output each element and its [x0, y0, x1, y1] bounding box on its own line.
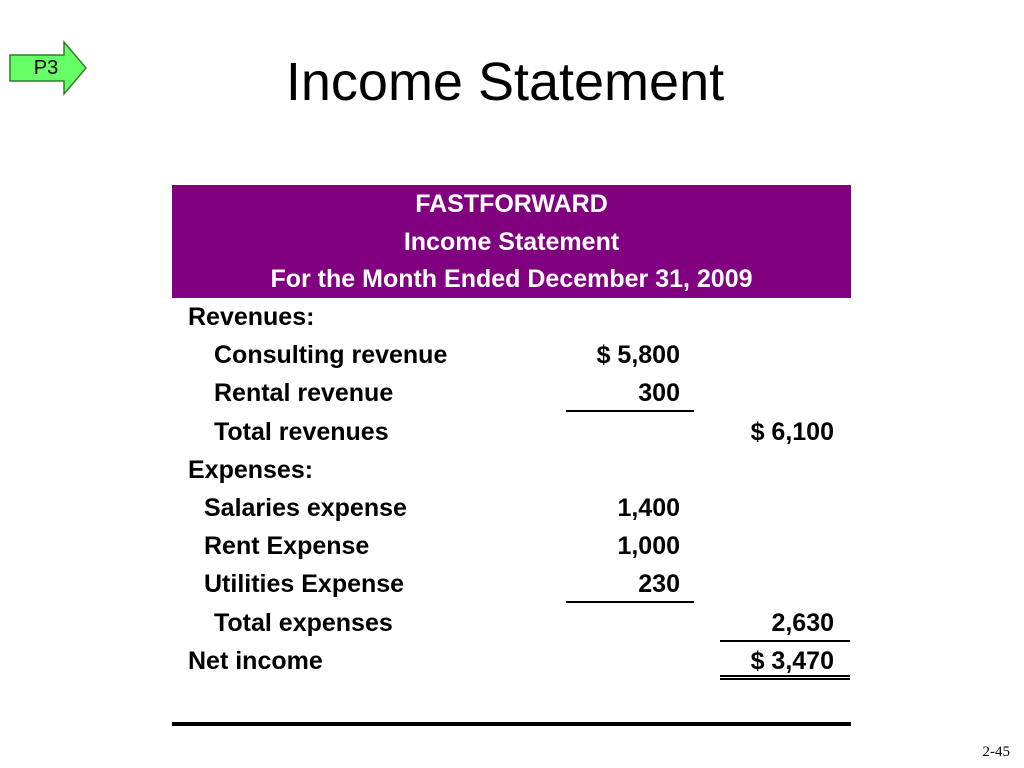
slide-title: Income Statement [285, 52, 725, 112]
row-label: Total revenues [214, 417, 389, 446]
row-amount: 1,400 [617, 493, 680, 522]
row-total-expenses [172, 604, 851, 642]
income-statement [172, 185, 851, 680]
row-total: $ 3,470 [720, 642, 850, 680]
row-amount: 230 [566, 565, 694, 603]
row-label: Salaries expense [204, 493, 407, 522]
row-label: Net income [188, 646, 323, 675]
row-expenses-heading [172, 451, 851, 489]
statement-header [172, 185, 851, 298]
row-consulting-revenue [172, 336, 851, 374]
row-label: Rental revenue [214, 379, 394, 408]
row-label: Utilities Expense [204, 570, 405, 599]
row-utilities-expense [172, 565, 851, 603]
statement-name: Income Statement [403, 227, 620, 256]
row-total: $ 6,100 [750, 417, 834, 446]
row-rental-revenue [172, 374, 851, 412]
row-total-revenues [172, 413, 851, 451]
row-label: Expenses: [188, 455, 314, 484]
row-label: Total expenses [214, 608, 393, 637]
company-name: FASTFORWARD [415, 190, 608, 218]
row-net-income [172, 642, 851, 680]
row-amount: 300 [566, 374, 694, 412]
row-label: Rent Expense [204, 532, 370, 561]
row-label: Revenues: [188, 303, 315, 331]
row-label: Consulting revenue [214, 341, 448, 370]
statement-bottom-rule [172, 722, 851, 726]
row-rent-expense [172, 527, 851, 565]
page-number: 2-45 [982, 744, 1010, 760]
objective-tag-label: P3 [33, 57, 59, 79]
statement-period: For the Month Ended December 31, 2009 [270, 265, 753, 294]
row-salaries-expense [172, 489, 851, 527]
row-amount: $ 5,800 [596, 341, 680, 370]
row-total: 2,630 [720, 604, 850, 642]
row-revenues-heading [172, 298, 851, 336]
row-amount: 1,000 [617, 532, 680, 561]
